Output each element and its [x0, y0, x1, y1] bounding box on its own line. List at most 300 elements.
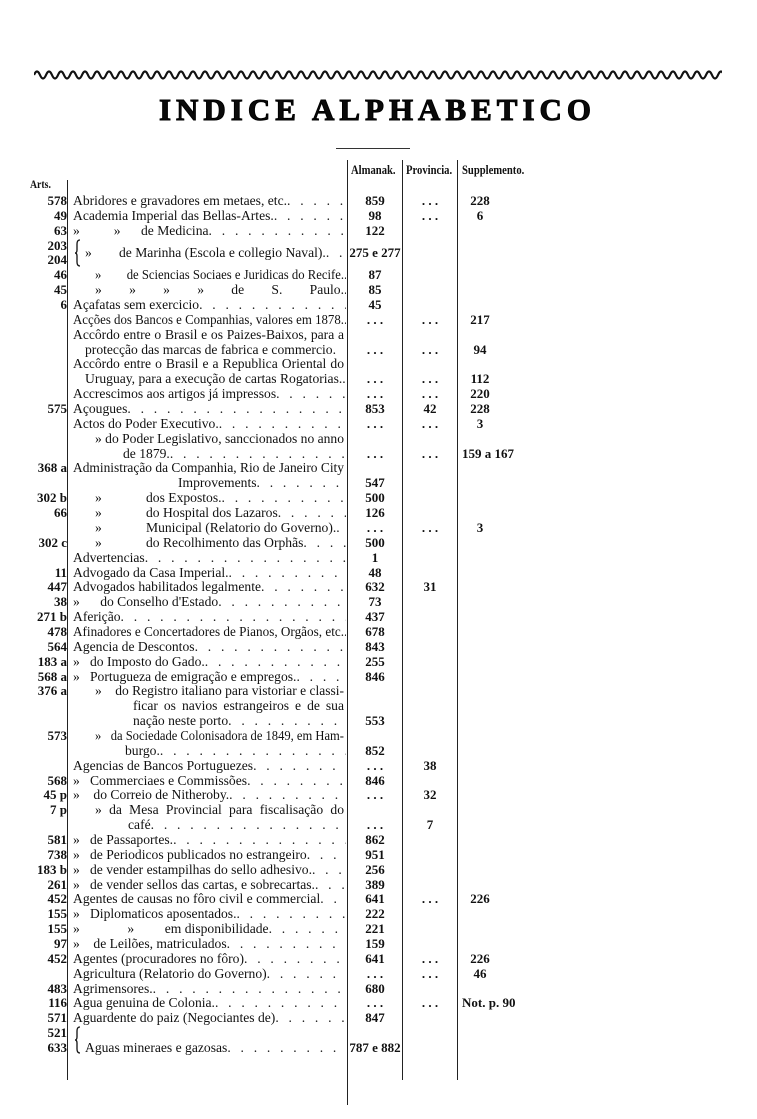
dot-leader: [253, 758, 346, 773]
page-title: INDICE ALPHABETICO: [158, 92, 597, 127]
entry-label: Aguas mineraes e gazosas: [85, 1040, 228, 1056]
entry-label: nação neste porto: [133, 713, 229, 729]
index-entry: [0, 817, 757, 832]
entry-text: [70, 565, 346, 580]
article-number: 155: [47, 921, 67, 937]
entry-text: [70, 267, 346, 282]
entry-text: [70, 832, 346, 847]
dot-leader: [247, 773, 346, 788]
dot-leader: [296, 669, 346, 684]
dot-leader: [160, 743, 346, 758]
entry-text: [70, 386, 346, 401]
index-entry: [0, 787, 757, 802]
entry-text: [70, 475, 346, 490]
article-number: 63: [54, 222, 67, 238]
entry-label: » de Leilões, matriculados: [73, 936, 227, 951]
entry-text: [70, 624, 346, 639]
entry-text: [70, 758, 346, 773]
dot-leader: [275, 1010, 346, 1025]
article-number: 376 a: [37, 683, 67, 699]
entry-label: Afinadores e Concertadores de Pianos, Orgãos, etc.: [73, 623, 344, 639]
dot-leader: [274, 208, 346, 223]
index-entry: [0, 891, 757, 906]
dot-leader: [236, 906, 346, 921]
almanak-page: 632: [365, 579, 385, 595]
almanak-page: 159: [365, 936, 385, 951]
article-number: 581: [47, 831, 67, 847]
entry-text: [70, 431, 346, 446]
index-entry: [0, 921, 757, 936]
entry-label: Agricultura (Relatorio do Governo): [73, 965, 267, 981]
entry-label: Agentes de causas no fôro civil e commercial: [73, 891, 321, 907]
entry-label: » de Passaportes.: [73, 831, 174, 847]
provincia-page: . . .: [421, 519, 439, 535]
index-entry: [0, 906, 757, 921]
provincia-page: . . .: [421, 371, 439, 387]
index-entry: [0, 877, 757, 892]
article-number: 6: [60, 297, 67, 313]
almanak-page: . . .: [366, 965, 384, 981]
entry-label: » da Mesa Provincial para fiscalisação do: [95, 802, 344, 818]
header-arts: Arts.: [30, 179, 51, 191]
entry-label: » » em disponibilidade: [73, 921, 269, 937]
entry-text: [70, 297, 346, 312]
entry-label: ficar os navios estrangeiros e de sua: [133, 698, 344, 714]
entry-label: Uruguay, para a execução de cartas Rogatorias.: [85, 371, 343, 387]
almanak-page: 859: [365, 193, 385, 208]
entry-label: » Municipal (Relatorio do Governo).: [95, 519, 337, 535]
almanak-page: 85: [368, 282, 382, 298]
entry-label: Advogado da Casa Imperial.: [73, 564, 229, 580]
article-number: 183 a: [37, 653, 67, 669]
provincia-page: . . .: [421, 386, 439, 402]
dot-leader: [244, 951, 346, 966]
entry-label: Acções dos Bancos e Companhias, valores em 1878.: [73, 311, 344, 327]
almanak-page: 48: [368, 564, 382, 580]
article-number: 97: [54, 936, 67, 951]
article-number: 49: [54, 207, 67, 223]
almanak-page: 221: [365, 921, 385, 937]
index-entry: [0, 535, 757, 550]
index-entry: [0, 683, 757, 698]
entry-text: [70, 966, 346, 981]
entry-label: Agencias de Bancos Portuguezes: [73, 757, 254, 773]
entry-text: [70, 490, 346, 505]
dot-leader: [342, 371, 346, 386]
entry-label: » do Correio de Nitheroby.: [73, 787, 230, 803]
entry-label: Accôrdo entre o Brasil e os Paizes-Baixos, para a: [73, 326, 344, 342]
entry-label: café: [128, 817, 151, 833]
dot-leader: [276, 386, 346, 401]
dot-leader: [307, 847, 346, 862]
dot-leader: [278, 505, 346, 520]
article-number: 302 c: [38, 534, 67, 550]
almanak-page: 256: [365, 861, 385, 877]
index-entry: [0, 223, 757, 238]
almanak-page: 222: [365, 906, 385, 922]
entry-label: » do Poder Legislativo, sanccionados no anno: [95, 430, 344, 446]
provincia-page: . . .: [421, 311, 439, 327]
dot-leader: [219, 416, 346, 431]
dot-leader: [228, 713, 346, 728]
article-number: 738: [47, 846, 67, 862]
index-entry: [0, 862, 757, 877]
index-entry: [0, 951, 757, 966]
entry-text: [70, 1025, 346, 1040]
index-entry: [0, 1010, 757, 1025]
entry-label: » do Registro italiano para vistoriar e classi-: [95, 683, 344, 699]
entry-text: [70, 743, 346, 758]
almanak-page: . . .: [366, 415, 384, 431]
almanak-page: 678: [365, 623, 385, 639]
entry-label: » de Marinha (Escola e collegio Naval).: [85, 245, 326, 261]
index-entry: [0, 208, 757, 223]
supplemento-page: 228: [470, 193, 490, 208]
dot-leader: [227, 1040, 346, 1055]
article-number: 261: [47, 876, 67, 892]
dot-leader: [326, 245, 346, 260]
supplemento-page: Not. p. 90: [462, 995, 516, 1011]
almanak-page: 641: [365, 950, 385, 966]
index-entry: [0, 847, 757, 862]
supplemento-page: 220: [470, 386, 490, 402]
dot-leader: [333, 342, 346, 357]
almanak-page: 437: [365, 609, 385, 625]
supplemento-page: 112: [470, 371, 490, 387]
almanak-page: 500: [365, 534, 385, 550]
entry-text: [70, 951, 346, 966]
almanak-page: 641: [365, 891, 385, 907]
dot-leader: [173, 832, 346, 847]
header-provincia: Provincia.: [406, 163, 453, 177]
entry-label: » dos Expostos.: [95, 490, 222, 506]
article-number: 155: [47, 906, 67, 922]
almanak-page: . . .: [366, 787, 384, 803]
entry-text: [70, 401, 346, 416]
almanak-page: 846: [365, 668, 385, 684]
article-number: 7 p: [50, 802, 67, 818]
entry-label: Abridores e gravadores em metaes, etc.: [73, 193, 288, 208]
article-number: 575: [47, 401, 67, 417]
index-entry: [0, 460, 757, 475]
dot-leader: [170, 446, 346, 461]
index-entry: [0, 416, 757, 431]
almanak-page: . . .: [366, 371, 384, 387]
index-entry: [0, 312, 757, 327]
article-number: 633: [47, 1040, 67, 1056]
almanak-page: . . .: [366, 519, 384, 535]
entry-text: [70, 245, 346, 260]
entry-text: [70, 594, 346, 609]
index-entry: [0, 193, 757, 208]
almanak-page: 389: [365, 876, 385, 892]
index-entry: [0, 639, 757, 654]
article-number: 204: [47, 252, 67, 268]
article-number: 116: [48, 995, 67, 1011]
supplemento-page: 3: [476, 519, 484, 535]
article-number: 447: [47, 579, 67, 595]
entry-text: [70, 683, 346, 698]
supplemento-page: 46: [473, 965, 487, 981]
index-entry: [0, 743, 757, 758]
provincia-page: . . .: [421, 415, 439, 431]
provincia-page: . . .: [421, 965, 439, 981]
provincia-page: . . .: [421, 445, 439, 461]
provincia-page: . . .: [421, 995, 439, 1011]
entry-text: [70, 639, 346, 654]
article-number: 45 p: [43, 787, 67, 803]
index-entry: [0, 654, 757, 669]
almanak-page: 847: [365, 1010, 385, 1026]
article-number: 521: [47, 1025, 67, 1041]
entry-label: » do Hospital dos Lazaros: [95, 505, 278, 521]
index-entry: [0, 282, 757, 297]
almanak-page: 1: [371, 549, 379, 565]
entry-text: [70, 847, 346, 862]
supplemento-page: 94: [473, 341, 487, 357]
dot-leader: [215, 995, 346, 1010]
dot-leader: [315, 877, 346, 892]
index-entry: [0, 431, 757, 446]
dot-leader: [227, 936, 346, 951]
almanak-page: 547: [365, 475, 385, 491]
entry-text: [70, 787, 346, 802]
supplemento-page: 226: [470, 891, 490, 907]
article-number: 568: [47, 772, 67, 788]
index-entry: [0, 802, 757, 817]
index-entry: [0, 1025, 757, 1040]
entry-text: [70, 193, 346, 208]
dot-leader: [195, 639, 346, 654]
dot-leader: [151, 817, 346, 832]
almanak-page: 862: [365, 831, 385, 847]
dot-leader: [344, 267, 346, 282]
dot-leader: [344, 624, 346, 639]
article-number: 452: [47, 950, 67, 966]
dot-leader: [267, 966, 346, 981]
dot-leader: [269, 921, 346, 936]
entry-label: » de Periodicos publicados no estrangeiro: [73, 846, 307, 862]
entry-label: » de vender estampilhas do sello adhesivo.: [73, 861, 312, 877]
entry-text: [70, 698, 346, 713]
index-entry: [0, 386, 757, 401]
entry-text: [70, 669, 346, 684]
header-almanak: Almanak.: [351, 163, 396, 177]
dot-leader: [303, 535, 346, 550]
entry-text: [70, 1040, 346, 1055]
almanak-page: . . .: [366, 311, 384, 327]
dot-leader: [209, 223, 346, 238]
almanak-page: . . .: [366, 445, 384, 461]
entry-label: Açougues: [73, 401, 128, 417]
index-entry: [0, 713, 757, 728]
index-entry: [0, 550, 757, 565]
index-entry: [0, 475, 757, 490]
dot-leader: [229, 787, 346, 802]
index-entry: [0, 401, 757, 416]
index-entry: [0, 624, 757, 639]
index-entry: [0, 669, 757, 684]
dot-leader: [344, 312, 346, 327]
entry-text: [70, 995, 346, 1010]
entry-label: Administração da Companhia, Rio de Janeiro City: [73, 460, 344, 476]
almanak-page: 87: [368, 267, 382, 283]
entry-label: » Diplomaticos aposentados.: [73, 906, 237, 922]
article-number: 302 b: [37, 490, 67, 506]
article-number: 45: [54, 282, 67, 298]
almanak-page: 45: [368, 297, 382, 313]
index-entry: [0, 446, 757, 461]
index-entry: [0, 297, 757, 312]
ornamental-wave-rule: [34, 66, 722, 84]
article-number: 478: [47, 623, 67, 639]
almanak-page: 843: [365, 638, 385, 654]
almanak-page: 500: [365, 490, 385, 506]
dot-leader: [320, 891, 346, 906]
entry-label: Agrimensores.: [73, 980, 153, 996]
article-number: 578: [47, 193, 67, 208]
entry-text: [70, 981, 346, 996]
index-entry: [0, 371, 757, 386]
almanak-page: 255: [365, 653, 385, 669]
index-entry: [0, 579, 757, 594]
dot-leader: [287, 193, 346, 208]
entry-text: [70, 342, 346, 357]
almanak-page: 853: [365, 401, 385, 417]
provincia-page: 42: [423, 401, 437, 417]
almanak-page: . . .: [366, 341, 384, 357]
dot-leader: [257, 475, 346, 490]
entry-label: burgo.: [125, 742, 160, 758]
article-number: 271 b: [37, 609, 67, 625]
entry-text: [70, 579, 346, 594]
almanak-page: 852: [365, 742, 385, 758]
index-entry: [0, 832, 757, 847]
article-number: 11: [54, 564, 67, 580]
article-number: 38: [54, 594, 67, 610]
index-entry: [0, 342, 757, 357]
entry-label: Açafatas sem exercicio: [73, 297, 200, 313]
entry-label: Accrescimos aos artigos já impressos: [73, 386, 277, 402]
provincia-page: 32: [423, 787, 437, 803]
entry-text: [70, 535, 346, 550]
dot-leader: [121, 609, 346, 624]
entry-label: » da Sociedade Colonisadora de 1849, em Ham-: [95, 727, 344, 743]
almanak-page: . . .: [366, 817, 384, 833]
entry-text: [70, 416, 346, 431]
entry-text: [70, 609, 346, 624]
entry-label: » do Recolhimento das Orphãs: [95, 534, 304, 550]
index-entry: [0, 356, 757, 371]
entry-label: Agentes (procuradores no fôro): [73, 950, 244, 966]
index-entry: [0, 505, 757, 520]
almanak-page: 951: [365, 846, 385, 862]
entry-label: » do Imposto do Gado.: [73, 653, 205, 669]
article-number: 564: [47, 638, 67, 654]
entry-text: [70, 312, 346, 327]
dot-leader: [261, 579, 346, 594]
entry-text: [70, 223, 346, 238]
index-entry: [0, 728, 757, 743]
supplemento-page: 228: [470, 401, 490, 417]
article-number: 568 a: [37, 668, 67, 684]
entry-label: » » » » de S. Paulo.: [95, 282, 344, 298]
supplemento-page: 6: [476, 207, 484, 223]
entry-text: [70, 654, 346, 669]
entry-label: » » de Medicina: [73, 222, 209, 238]
entry-label: » Commerciaes e Commissões: [73, 772, 248, 788]
dot-leader: [127, 401, 346, 416]
entry-text: [70, 773, 346, 788]
title-divider: [336, 148, 410, 149]
index-entry: [0, 773, 757, 788]
index-entry: [0, 758, 757, 773]
entry-text: [70, 936, 346, 951]
entry-label: » de Sciencias Sociaes e Juridicas do Recife.: [95, 267, 344, 283]
dot-leader: [229, 565, 346, 580]
almanak-page: 126: [365, 505, 385, 521]
article-number: 66: [54, 505, 67, 521]
entry-text: [70, 208, 346, 223]
dot-leader: [153, 981, 346, 996]
entry-text: [70, 282, 346, 297]
almanak-page: 98: [368, 207, 382, 223]
index-entry: [0, 981, 757, 996]
entry-text: [70, 505, 346, 520]
entry-text: [70, 728, 346, 743]
entry-text: [70, 862, 346, 877]
provincia-page: . . .: [421, 207, 439, 223]
dot-leader: [336, 520, 346, 535]
index-entry: [0, 594, 757, 609]
provincia-page: 7: [426, 817, 434, 833]
index-entry: [0, 698, 757, 713]
supplemento-page: 217: [470, 311, 490, 327]
entry-text: [70, 891, 346, 906]
almanak-page: 680: [365, 980, 385, 996]
provincia-page: . . .: [421, 341, 439, 357]
article-number: 571: [47, 1010, 67, 1026]
entry-label: Actos do Poder Executivo.: [73, 415, 219, 431]
entry-text: [70, 1010, 346, 1025]
index-entry: [0, 490, 757, 505]
index-entry: [0, 966, 757, 981]
article-number: 368 a: [37, 460, 67, 476]
almanak-page: 122: [365, 222, 385, 238]
entry-label: » Portugueza de emigração e empregos.: [73, 668, 297, 684]
provincia-page: . . .: [421, 193, 439, 208]
entry-label: Advertencias: [73, 549, 145, 565]
provincia-page: 31: [423, 579, 437, 595]
almanak-page: . . .: [366, 757, 384, 773]
provincia-page: . . .: [421, 891, 439, 907]
index-entry: [0, 1040, 757, 1055]
header-supplemento: Supplemento.: [462, 163, 525, 177]
index-entry: [0, 609, 757, 624]
entry-text: [70, 906, 346, 921]
dot-leader: [312, 862, 346, 877]
entry-label: Improvements: [178, 475, 257, 491]
article-number: 203: [47, 237, 67, 253]
entry-label: » do Conselho d'Estado: [73, 594, 219, 610]
entry-label: » de vender sellos das cartas, e sobrecartas.: [73, 876, 315, 892]
almanak-page: 73: [368, 594, 382, 610]
index-entry: [0, 565, 757, 580]
dot-leader: [205, 654, 346, 669]
entry-label: Aguardente do paiz (Negociantes de): [73, 1010, 276, 1026]
article-number: 452: [47, 891, 67, 907]
dot-leader: [145, 550, 346, 565]
